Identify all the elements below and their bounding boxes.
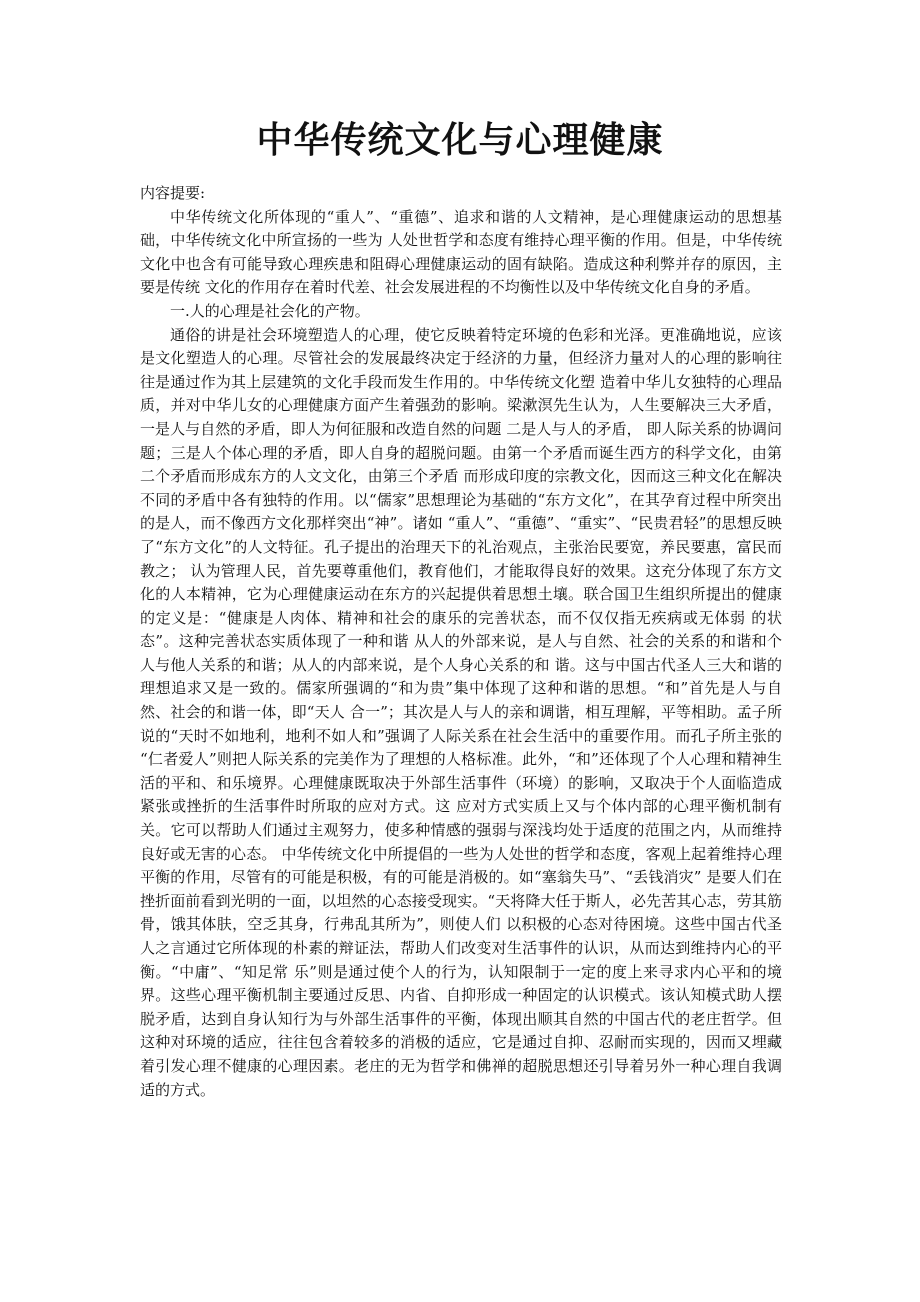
body-paragraph: 通俗的讲是社会环境塑造人的心理，使它反映着特定环境的色彩和光泽。更准确地说，应该 是文化塑造人的心理。尽管社会的发展最终决定于经济的力量，但经济力量对人的心理的影响往往是通过作为其上层建筑的文化手段而发生作用的。中华传统文化塑 造着中华儿女独特的心理品质，并对中华儿女的心理健康方面产生着强劲的影响。梁漱溟先生认为，人生要解决三大矛盾，一是人与自然的矛盾，即人为何征服和改造自然的问题 二是人与人的矛盾， 即人际关系的协调问题；三是人个体心理的矛盾，即人自身的超脱问题。由第一个矛盾而诞生西方的科学文化，由第二个矛盾而形成东方的人文文化，由第三个矛盾 而形成印度的宗教文化，因而这三种文化在解决不同的矛盾中各有独特的作用。以“儒家”思想理论为基础的“东方文化”，在其孕育过程中所突出的是人，而不像西方文化那样突出“神”。诸如 “重人”、“重德”、“重实”、“民贵君轻”的思想反映了“东方文化”的人文特征。孔子提出的治理天下的礼治观点，主张治民要宽，养民要惠，富民而教之； 认为管理人民，首先要尊重他们，教育他们，才能取得良好的效果。这充分体现了东方文化的人本精神，它为心理健康运动在东方的兴起提供着思想土壤。联合国卫生组织所提出的健康的定义是：“健康是人肉体、精神和社会的康乐的完善状态，而不仅仅指无疾病或无体弱 的状态”。这种完善状态实质体现了一种和谐 从人的外部来说，是人与自然、社会的关系的和谐和个人与他人关系的和谐；从人的内部来说，是个人身心关系的和 谐。这与中国古代圣人三大和谐的理想追求又是一致的。儒家所强调的“和为贵”集中体现了这种和谐的思想。“和”首先是人与自然、社会的和谐一体，即“天人 合一”；其次是人与人的亲和调谐，相互理解，平等相助。孟子所说的“天时不如地利，地利不如人和”强调了人际关系在社会生活中的重要作用。而孔子所主张的 “仁者爱人”则把人际关系的完美作为了理想的人格标准。此外，“和”还体现了个人心理和精神生活的平和、和乐境界。心理健康既取决于外部生活事件（环境）的影响，又取决于个人面临造成紧张或挫折的生活事件时所取的应对方式。这 应对方式实质上又与个体内部的心理平衡机制有关。它可以帮助人们通过主观努力，使多种情感的强弱与深浅均处于适度的范围之内，从而维持良好或无害的心态。 中华传统文化中所提倡的一些为人处世的哲学和态度，客观上起着维持心理平衡的作用，尽管有的可能是积极，有的可能是消极的。如“塞翁失马”、“丢钱消灾” 是要人们在挫折面前看到光明的一面，以坦然的心态接受现实。“天将降大任于斯人，必先苦其心志，劳其筋骨，饿其体肤，空乏其身，行弗乱其所为”，则使人们 以积极的心态对待困境。这些中国古代圣人之言通过它所体现的朴素的辩证法，帮助人们改变对生活事件的认识，从而达到维持内心的平衡。“中庸”、“知足常 乐”则是通过使个人的行为，认知限制于一定的度上来寻求内心平和的境界。这些心理平衡机制主要通过反思、内省、自抑形成一种固定的认识模式。该认知模式助人摆脱矛盾，达到自身认知行为与外部生活事件的平衡，体现出顺其自然的中国古代的老庄哲学。但这种对环境的适应，往往包含着较多的消极的适应，它是通过自抑、忍耐而实现的，因而又埋藏 着引发心理不健康的心理因素。老庄的无为哲学和佛禅的超脱思想还引导着另外一种心理自我调适的方式。 — [140, 325, 782, 1099]
abstract-label: 内容提要: — [140, 184, 206, 202]
document-body — [140, 182, 782, 1102]
document-title: 中华传统文化与心理健康 — [256, 119, 664, 161]
section-heading: 一.人的心理是社会化的产物。 — [170, 301, 370, 320]
abstract-paragraph: 中华传统文化所体现的“重人”、“重德”、追求和谐的人文精神，是心理健康运动的思想基础，中华传统文化中所宣扬的一些为 人处世哲学和态度有维持心理平衡的作用。但是，中华传统文化中也含有可能导致心理疾患和阻碍心理健康运动的固有缺陷。造成这种利弊并存的原因，主要是传统 文化的作用存在着时代差、社会发展进程的不均衡性以及中华传统文化自身的矛盾。 — [140, 207, 782, 297]
